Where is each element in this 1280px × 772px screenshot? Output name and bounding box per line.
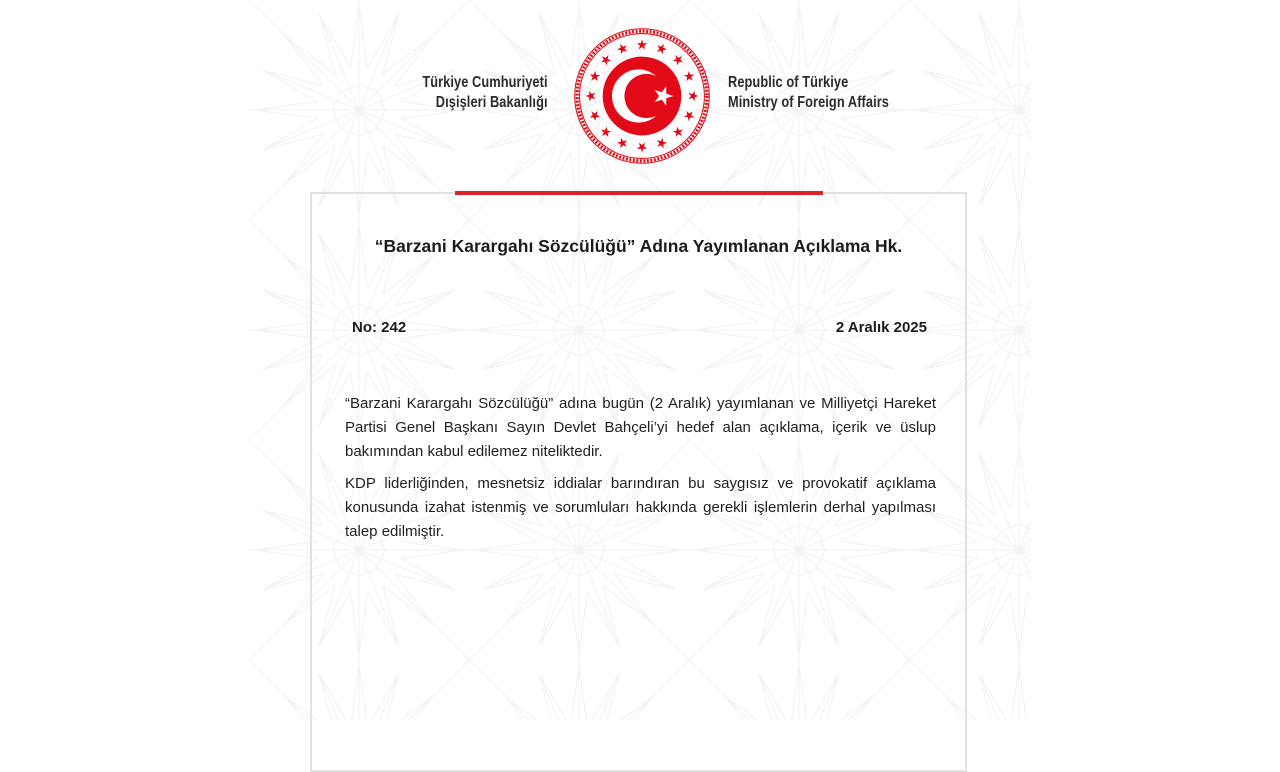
ministry-name-turkish-line2: Dışişleri Bakanlığı	[436, 93, 548, 111]
press-release-panel	[310, 192, 967, 772]
masthead	[0, 0, 1280, 190]
release-paragraph-2: KDP liderliğinden, mesnetsiz iddialar barındıran bu saygısız ve provokatif açıklama konusunda izahat istenmiş ve sorumluları hakkında gerekli işlemlerin derhal yapılması talep edilmiştir.	[345, 475, 936, 540]
release-title: “Barzani Karargahı Sözcülüğü” Adına Yayımlanan Açıklama Hk.	[374, 236, 903, 256]
red-divider	[455, 191, 823, 195]
release-paragraph-1: “Barzani Karargahı Sözcülüğü” adına bugün (2 Aralık) yayımlanan ve Milliyetçi Hareket Partisi Genel Başkanı Sayın Devlet Bahçeli’yi hedef alan açıklama, içerik ve üslup bakımından kabul edilemez niteliktedir.	[345, 395, 936, 460]
ministry-name-english	[728, 73, 889, 112]
ministry-name-english-line1: Republic of Türkiye	[728, 74, 849, 91]
release-date: 2 Aralık 2025	[835, 319, 927, 336]
release-number: No: 242	[352, 319, 407, 336]
ministry-name-turkish-line1: Türkiye Cumhuriyeti	[422, 74, 548, 91]
release-meta	[312, 317, 965, 338]
ministry-name-english-line2: Ministry of Foreign Affairs	[728, 93, 889, 111]
turkiye-mfa-emblem-icon	[573, 27, 711, 165]
release-body	[312, 338, 965, 544]
ministry-name-turkish	[423, 73, 548, 112]
